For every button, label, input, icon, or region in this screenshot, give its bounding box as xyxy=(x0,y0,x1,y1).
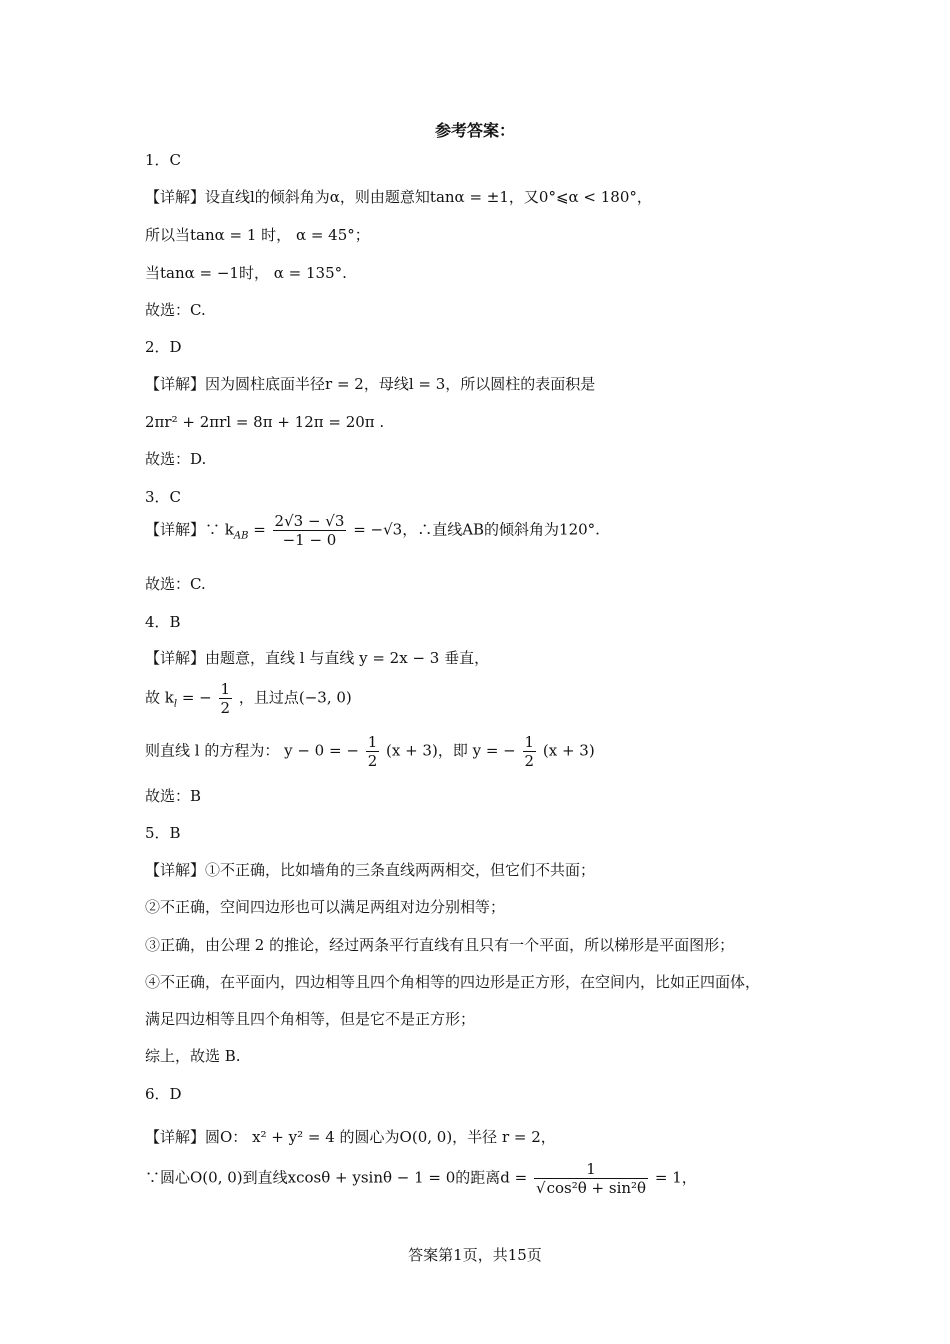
answer-4-k-subscript: l xyxy=(173,698,178,710)
page-footer: 答案第1页，共15页 xyxy=(408,1246,542,1264)
answer-3-fraction xyxy=(273,512,347,549)
answer-4-frac1-den: 2 xyxy=(220,699,231,717)
answer-4-frac2-num: 1 xyxy=(367,733,378,751)
answer-4-line-3 xyxy=(145,733,595,770)
answer-3-subscript: AB xyxy=(233,530,249,542)
answer-5-line-6: 综上，故选 B. xyxy=(145,1047,241,1065)
answer-4-frac2-den: 2 xyxy=(367,752,378,770)
answer-1-head: 1．C xyxy=(145,151,182,169)
answer-6-fraction xyxy=(534,1160,648,1197)
answer-2-line-1: 【详解】因为圆柱底面半径r = 2，母线l = 3，所以圆柱的表面积是 xyxy=(145,375,596,393)
answer-6-head: 6．D xyxy=(145,1085,182,1103)
answer-5-line-3: ③正确，由公理 2 的推论，经过两条平行直线有且只有一个平面，所以梯形是平面图形； xyxy=(145,936,735,954)
answer-4-eq-mid: (x + 3)，即 y = − xyxy=(386,741,516,760)
answer-1-line-1: 【详解】设直线l的倾斜角为α，则由题意知tanα = ±1，又0°⩽α < 180°， xyxy=(145,188,652,206)
answer-4-line-1: 【详解】由题意，直线 l 与直线 y = 2x − 3 垂直， xyxy=(145,649,490,667)
page-title: 参考答案： xyxy=(434,121,515,140)
answer-2-head: 2．D xyxy=(145,338,182,356)
answer-1-line-4: 故选：C. xyxy=(145,301,206,319)
answer-4-fraction-2 xyxy=(366,733,380,770)
answer-4-eq-end: (x + 3) xyxy=(542,741,595,760)
answer-3-suffix: = −√3，∴直线AB的倾斜角为120°. xyxy=(353,520,600,539)
answer-4-frac1-num: 1 xyxy=(220,680,231,698)
answer-3-numerator: 2√3 − √3 xyxy=(274,512,345,530)
answer-4-frac3-num: 1 xyxy=(524,733,535,751)
answer-3-prefix: 【详解】∵ k xyxy=(145,520,234,539)
answer-4-eq: = − xyxy=(181,688,212,707)
answer-6-denominator: √cos²θ + sin²θ xyxy=(536,1179,647,1197)
answer-4-k-prefix: 故 k xyxy=(145,688,174,707)
answer-6-radicand: cos²θ + sin²θ xyxy=(546,1179,647,1197)
answer-3-denominator: −1 − 0 xyxy=(282,531,337,549)
answer-6-prefix: ∵圆心O(0, 0)到直线xcosθ + ysinθ − 1 = 0的距离d = xyxy=(145,1168,528,1187)
answer-4-fraction-3 xyxy=(523,733,537,770)
answer-1-line-3: 当tanα = −1时， α = 135°. xyxy=(145,264,347,282)
answer-5-line-2: ②不正确，空间四边形也可以满足两组对边分别相等； xyxy=(145,898,506,916)
answer-4-line-4: 故选：B xyxy=(145,787,202,805)
answer-4-point: ，且过点(−3, 0) xyxy=(238,688,352,707)
answer-4-head: 4．B xyxy=(145,613,181,631)
answer-4-eq-prefix: 则直线 l 的方程为： y − 0 = − xyxy=(145,741,359,760)
answer-2-line-3: 故选：D. xyxy=(145,450,207,468)
answer-4-line-2 xyxy=(145,680,352,717)
answer-6-suffix: = 1， xyxy=(654,1168,697,1187)
answer-6-numerator: 1 xyxy=(534,1160,648,1179)
answer-4-fraction-1 xyxy=(219,680,233,717)
answer-3-head: 3．C xyxy=(145,488,182,506)
answer-1-line-2: 所以当tanα = 1 时， α = 45°； xyxy=(145,226,370,244)
answer-5-line-5: 满足四边相等且四个角相等，但是它不是正方形； xyxy=(145,1010,476,1028)
answer-2-line-2: 2πr² + 2πrl = 8π + 12π = 20π . xyxy=(145,413,385,431)
answer-5-head: 5．B xyxy=(145,824,181,842)
answer-6-line-2 xyxy=(145,1160,697,1197)
answer-3-line-1: 【详解】∵ $k_{AB}$ = $\frac{2√3 - √3}{-1 - 0}$ = −√3，∴直线AB的倾斜角为120°. xyxy=(145,512,600,549)
answer-3-line-2: 故选：C. xyxy=(145,575,206,593)
answer-5-line-1: 【详解】①不正确，比如墙角的三条直线两两相交，但它们不共面； xyxy=(145,861,596,879)
answer-4-frac3-den: 2 xyxy=(524,752,535,770)
answer-6-line-1: 【详解】圆O： x² + y² = 4 的圆心为O(0, 0)，半径 r = 2， xyxy=(145,1128,556,1146)
answer-5-line-4: ④不正确，在平面内，四边相等且四个角相等的四边形是正方形，在空间内，比如正四面体， xyxy=(145,973,761,991)
